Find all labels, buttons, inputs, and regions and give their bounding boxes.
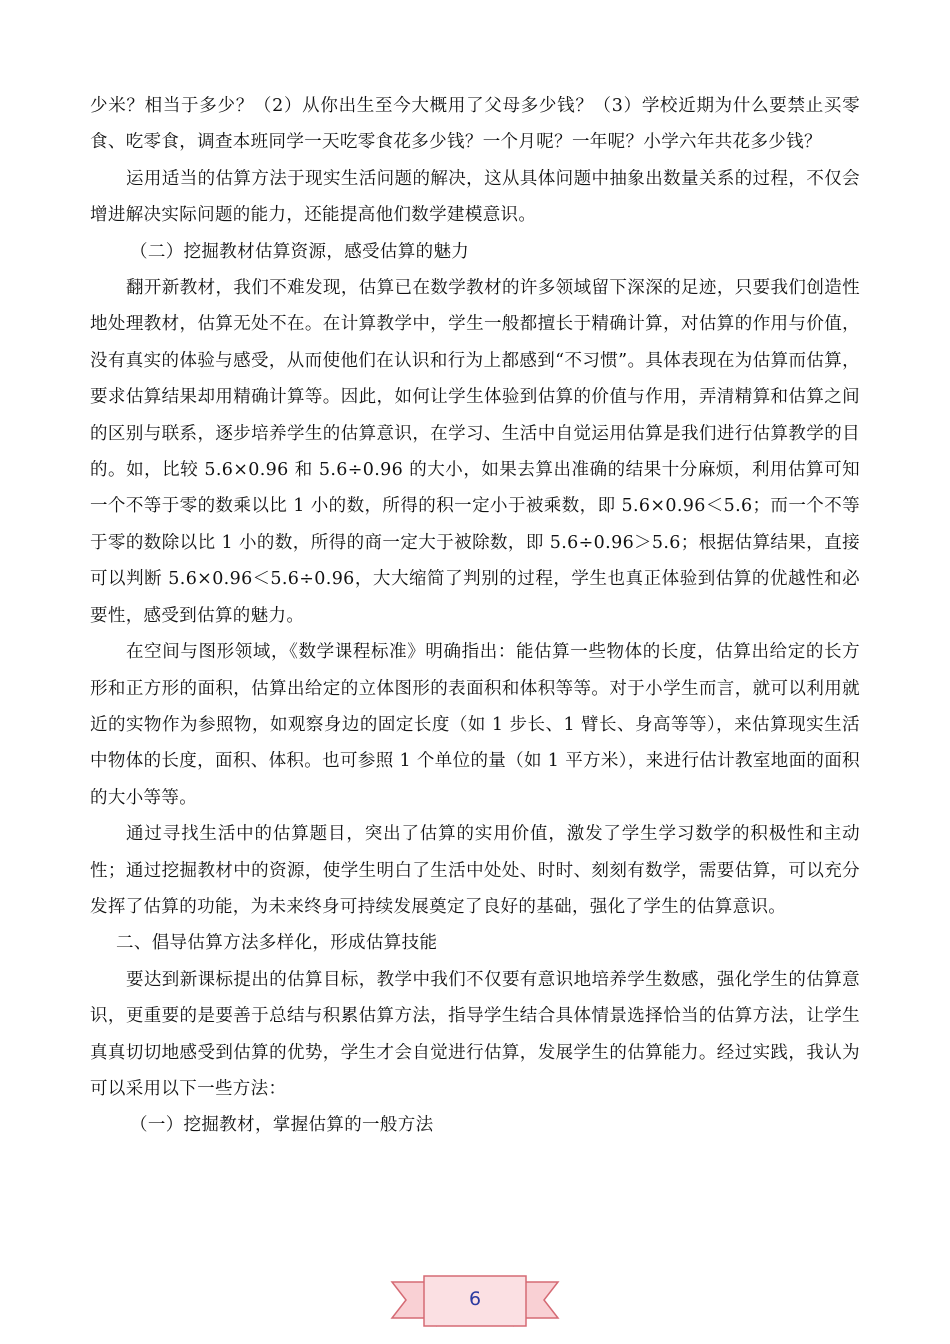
paragraph: 通过寻找生活中的估算题目，突出了估算的实用价值，激发了学生学习数学的积极性和主动性；通过挖掘教材中的资源，使学生明白了生活中处处、时时、刻刻有数学，需要估算，可以充分发挥了估算的功能，为未来终身可持续发展奠定了良好的基础，强化了学生的估算意识。: [90, 824, 860, 917]
section-heading: 二、倡导估算方法多样化，形成估算技能: [116, 933, 438, 954]
paragraph: 运用适当的估算方法于现实生活问题的解决，这从具体问题中抽象出数量关系的过程，不仅会增进解决实际问题的能力，还能提高他们数学建模意识。: [90, 168, 860, 226]
section-subheading: （二）挖掘教材估算资源，感受估算的魅力: [130, 241, 470, 262]
paragraph: 在空间与图形领域，《数学课程标准》明确指出：能估算一些物体的长度，估算出给定的长方形和正方形的面积，估算出给定的立体图形的表面积和体积等等。对于小学生而言，就可以利用就近的实物作为参照物，如观察身边的固定长度（如 1 步长、1 臂长、身高等等），来估算现实生活中物体的长度，面积、体积。也可参照 1 个单位的量（如 1 平方米），来进行估计教室地面的面积的大小等等。: [90, 642, 860, 808]
page-number-badge: [390, 1272, 560, 1334]
page-number: 6: [468, 1288, 482, 1310]
section-subheading: （一）挖掘教材，掌握估算的一般方法: [130, 1115, 434, 1136]
document-body: [90, 88, 860, 1144]
paragraph: 要达到新课标提出的估算目标，教学中我们不仅要有意识地培养学生数感，强化学生的估算意识，更重要的是要善于总结与积累估算方法，指导学生结合具体情景选择恰当的估算方法，让学生真真切切地感受到估算的优势，学生才会自觉进行估算，发展学生的估算能力。经过实践，我认为可以采用以下一些方法：: [90, 969, 860, 1099]
paragraph: 翻开新教材，我们不难发现，估算已在数学教材的许多领域留下深深的足迹，只要我们创造性地处理教材，估算无处不在。在计算教学中，学生一般都擅长于精确计算，对估算的作用与价值，没有真实的体验与感受，从而使他们在认识和行为上都感到“不习惯”。具体表现在为估算而估算，要求估算结果却用精确计算等。因此，如何让学生体验到估算的价值与作用，弄清精算和估算之间的区别与联系，逐步培养学生的估算意识，在学习、生活中自觉运用估算是我们进行估算教学的目的。如，比较 5.6×0.96 和 5.6÷0.96 的大小，如果去算出准确的结果十分麻烦，利用估算可知一个不等于零的数乘以比 1 小的数，所得的积一定小于被乘数，即 5.6×0.96＜5.6；而一个不等于零的数除以比 1 小的数，所得的商一定大于被除数，即 5.6÷0.96＞5.6；根据估算结果，直接可以判断 5.6×0.96＜5.6÷0.96，大大缩简了判别的过程，学生也真正体验到估算的优越性和必要性，感受到估算的魅力。: [90, 278, 860, 626]
paragraph-continuation: 少米？相当于多少？（2）从你出生至今大概用了父母多少钱？（3）学校近期为什么要禁止买零食、吃零食，调查本班同学一天吃零食花多少钱？一个月呢？一年呢？小学六年共花多少钱？: [90, 96, 860, 153]
